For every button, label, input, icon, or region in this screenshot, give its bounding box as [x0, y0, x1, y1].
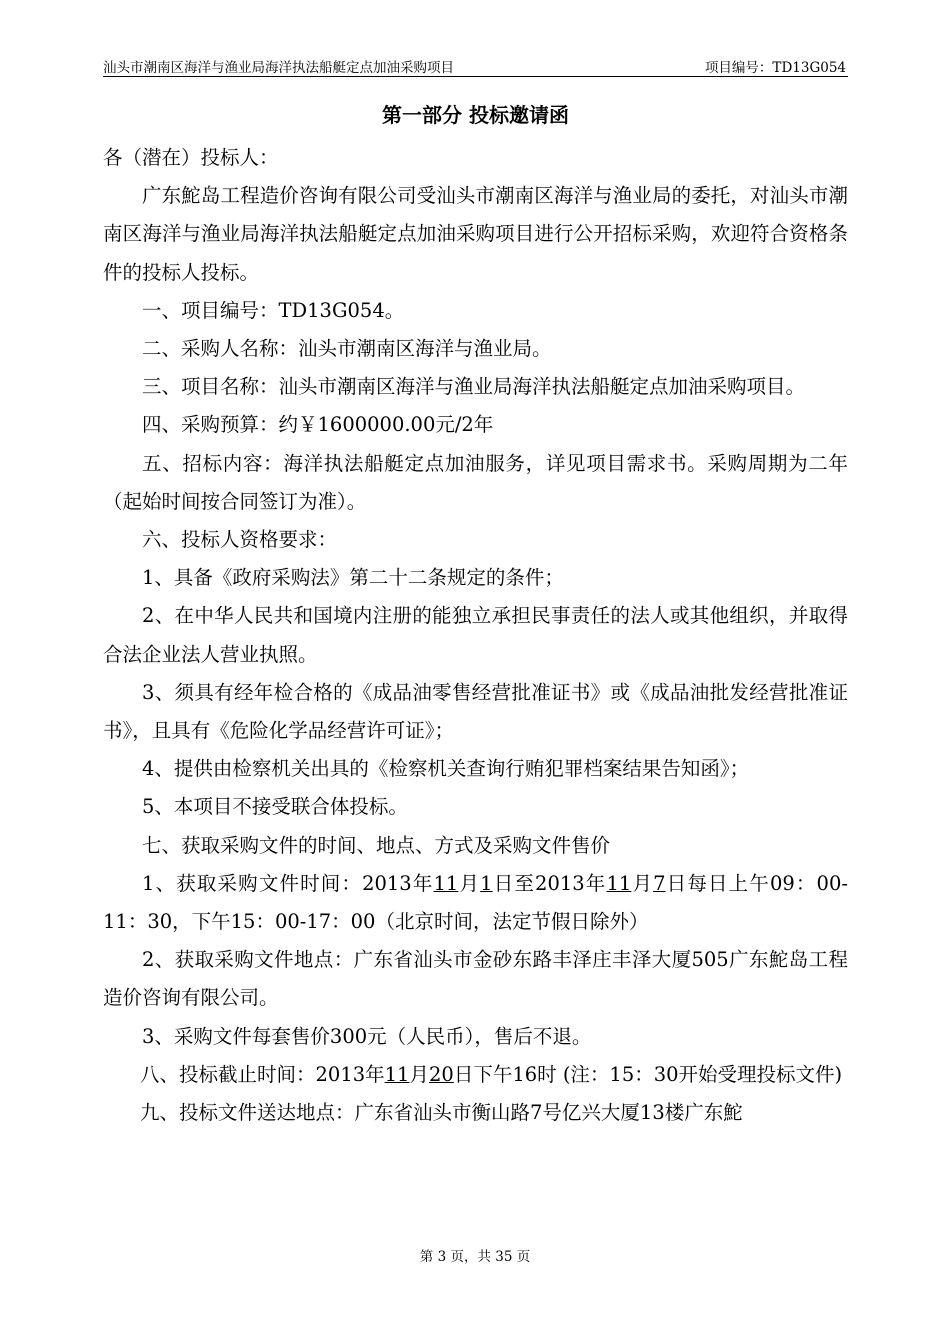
- acquisition-time-item: [103, 865, 848, 941]
- date-range-text: 日至2013年: [492, 871, 607, 895]
- page-number-footer: 第 3 页，共 35 页: [419, 1249, 531, 1265]
- salutation: 各（潜在）投标人：: [103, 146, 279, 169]
- bid-deadline-item: [103, 1056, 848, 1094]
- deadline-day: 20: [428, 1062, 454, 1086]
- qualification-3: 3、须具有经年检合格的《成品油零售经营批准证书》或《成品油批发经营批准证书》，且具有《危险化学品经营许可证》；: [103, 680, 848, 743]
- document-price-item: 3、采购文件每套售价300元（人民币），售后不退。: [142, 1024, 592, 1048]
- end-month: 11: [606, 871, 632, 895]
- tender-content-item: 五、招标内容：海洋执法船艇定点加油服务，详见项目需求书。采购周期为二年（起始时间按合同签订为准）。: [103, 451, 848, 513]
- month-label: 月: [458, 871, 481, 895]
- bid-delivery-place-item: 九、投标文件送达地点：广东省汕头市衡山路7号亿兴大厦13楼广东鮀: [140, 1101, 743, 1125]
- project-name-item: 三、项目名称：汕头市潮南区海洋与渔业局海洋执法船艇定点加油采购项目。: [142, 375, 806, 399]
- page-header: [103, 52, 848, 77]
- qualification-2: 2、在中华人民共和国境内注册的能独立承担民事责任的法人或其他组织，并取得合法企业法人营业执照。: [103, 604, 848, 666]
- qualification-4: 4、提供由检察机关出具的《检察机关查询行贿犯罪档案结果告知函》；: [142, 757, 750, 781]
- qualification-heading: 六、投标人资格要求：: [142, 528, 338, 552]
- end-day: 7: [653, 871, 666, 895]
- project-number-item: 一、项目编号：TD13G054。: [142, 298, 405, 322]
- document-body: [103, 139, 848, 1132]
- deadline-suffix: 日下午16时 (注：15：30开始受理投标文件): [453, 1062, 843, 1086]
- month-label: 月: [409, 1062, 429, 1086]
- purchaser-name-item: 二、采购人名称：汕头市潮南区海洋与渔业局。: [142, 337, 552, 361]
- start-day: 1: [480, 871, 493, 895]
- qualification-1: 1、具备《政府采购法》第二十二条规定的条件；: [142, 566, 564, 590]
- budget-item: 四、采购预算：约￥1600000.00元/2年: [142, 413, 494, 437]
- intro-paragraph: 广东鮀岛工程造价咨询有限公司受汕头市潮南区海洋与渔业局的委托，对汕头市潮南区海洋与渔业局海洋执法船艇定点加油采购项目进行公开招标采购，欢迎符合资格条件的投标人投标。: [103, 184, 848, 284]
- page-title: 第一部分 投标邀请函: [382, 103, 569, 127]
- qualification-5: 5、本项目不接受联合体投标。: [142, 795, 408, 819]
- acquisition-place-item: 2、获取采购文件地点：广东省汕头市金砂东路丰泽庄丰泽大厦505广东鮀岛工程造价咨询有限公司。: [103, 948, 848, 1010]
- start-month: 11: [433, 871, 459, 895]
- deadline-prefix: 八、投标截止时间：2013年: [140, 1062, 385, 1086]
- deadline-month: 11: [384, 1062, 410, 1086]
- acquisition-time-prefix: 1、获取采购文件时间：2013年: [142, 871, 434, 895]
- acquisition-time-suffix: 日每日上午09：00-11：30，下午15：00-17：00（北京时间，法定节假日除外）: [103, 871, 848, 934]
- header-project-number: 项目编号：TD13G054: [704, 60, 846, 76]
- header-project-name: 汕头市潮南区海洋与渔业局海洋执法船艇定点加油采购项目: [103, 60, 454, 76]
- document-acquisition-heading: 七、获取采购文件的时间、地点、方式及采购文件售价: [142, 833, 611, 857]
- month-label: 月: [631, 871, 654, 895]
